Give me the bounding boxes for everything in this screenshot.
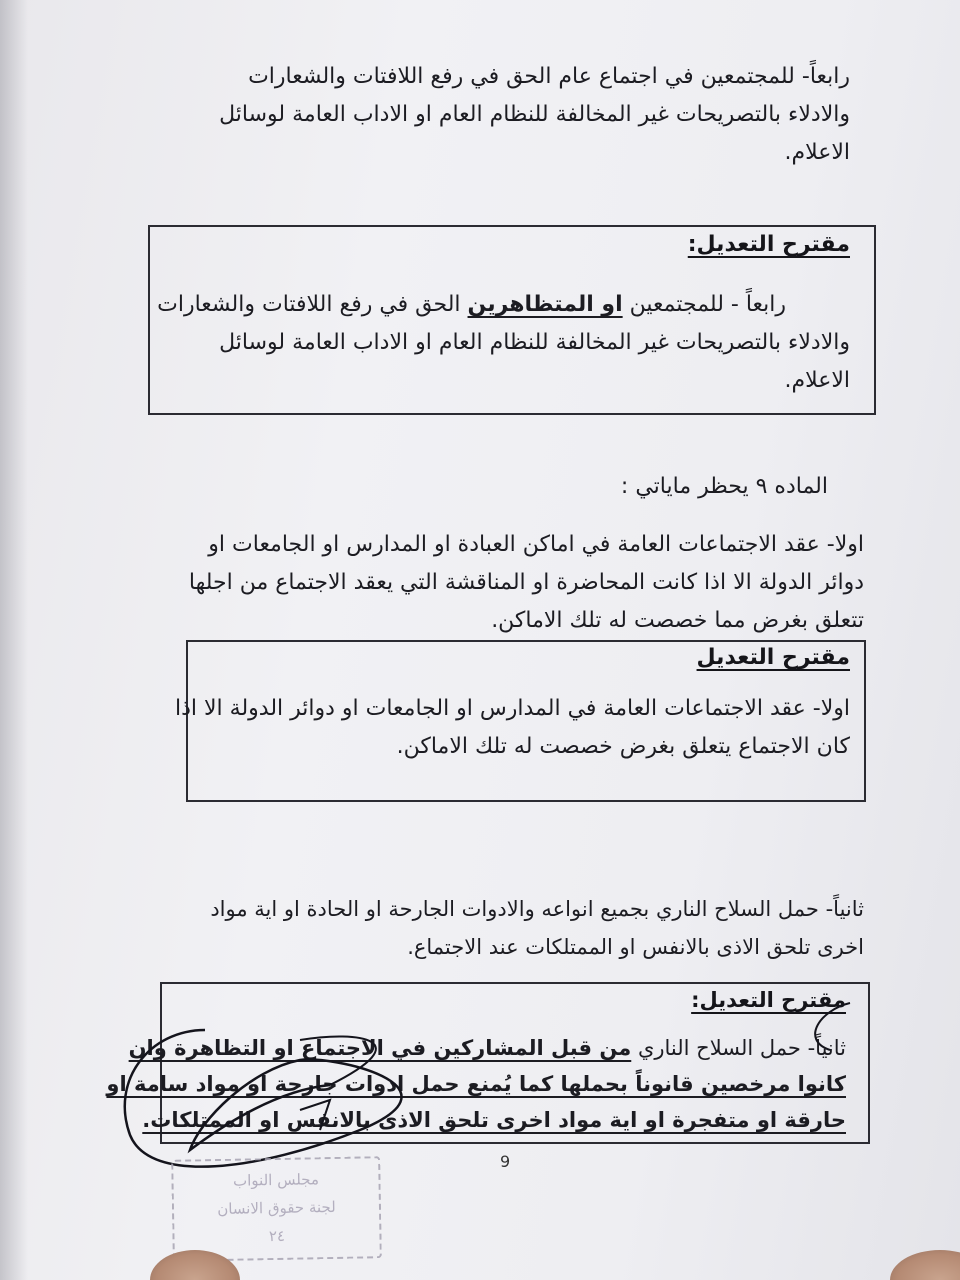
article9-title: الماده ٩ يحظر مایاتي :	[620, 474, 828, 499]
article9-line-2: دوائر الدولة الا اذا كانت المحاضرة او المناقشة التي يعقد الاجتماع من اجلها	[188, 570, 864, 595]
page-edge-shadow	[0, 0, 28, 1280]
section2-line-1: ثانياً- حمل السلاح الناري بجميع انواعه والادوات الجارحة او الحادة او اية مواد	[210, 897, 864, 921]
stamp-line-3: ٢٤	[268, 1226, 286, 1246]
amendment-box-3-line-1	[106, 1030, 846, 1066]
finger-right	[890, 1250, 960, 1280]
amendment-box-2-text	[175, 690, 850, 766]
box1-line1-end: الحق في رفع اللافتات والشعارات	[157, 292, 468, 317]
article9-paragraph	[189, 526, 864, 640]
stamp-line-1: مجلس النواب	[232, 1170, 320, 1190]
amendment-box-2-line-1: اولا- عقد الاجتماعات العامة في المدارس او الجامعات او دوائر الدولة الا اذا	[174, 696, 850, 721]
page-number: 9	[500, 1152, 511, 1171]
section1-line-3: الاعلام.	[784, 140, 850, 165]
section2-paragraph	[210, 890, 864, 966]
section1-line-2: والادلاء بالتصريحات غير المخالفة للنظام العام او الاداب العامة لوسائل	[219, 102, 850, 127]
box3-line1-start: ثانياً- حمل السلاح الناري	[631, 1036, 846, 1060]
amendment-box-3-heading: مقترح التعديل:	[691, 988, 846, 1012]
box3-added-phrase: من قبل المشاركين في الاجتماع او التظاهرة وان	[128, 1036, 632, 1060]
article9-line-1: اولا- عقد الاجتماعات العامة في اماكن العبادة او المدارس او الجامعات او	[208, 532, 864, 557]
amendment-box-1-line-2: والادلاء بالتصريحات غير المخالفة للنظام العام او الاداب العامة لوسائل	[219, 330, 850, 355]
section2-line-2: اخرى تلحق الاذى بالانفس او الممتلكات عند الاجتماع.	[407, 935, 864, 959]
stamp-line-2: لجنة حقوق الانسان	[217, 1197, 336, 1219]
official-stamp	[171, 1156, 382, 1262]
amendment-box-1-line-3: الاعلام.	[784, 368, 850, 393]
article9-line-3: تتعلق بغرض مما خصصت له تلك الاماكن.	[491, 608, 864, 633]
amendment-box-3-line-3: حارقة او متفجرة او اية مواد اخرى تلحق الاذى بالانفس او الممتلكات.	[142, 1108, 846, 1132]
amendment-box-1-line-1	[157, 286, 850, 324]
amendment-box-1-heading: مقترح التعديل:	[687, 232, 850, 257]
section1-line-1: رابعاً- للمجتمعين في اجتماع عام الحق في رفع اللافتات والشعارات	[248, 64, 850, 89]
amendment-box-2-line-2: كان الاجتماع يتعلق بغرض خصصت له تلك الاماكن.	[396, 734, 850, 759]
amendment-box-3-text	[106, 1030, 846, 1138]
amendment-box-1-text	[157, 286, 850, 400]
amendment-box-2-heading: مقترح التعديل	[696, 645, 850, 670]
box1-added-phrase: او المتظاهرين	[467, 292, 623, 317]
amendment-box-3-line-2: كانوا مرخصين قانوناً بحملها كما يُمنع حمل ادوات جارحة او مواد سامة او	[106, 1072, 846, 1096]
section1-paragraph	[219, 58, 850, 172]
box1-line1-start: رابعاً - للمجتمعين	[622, 292, 786, 317]
